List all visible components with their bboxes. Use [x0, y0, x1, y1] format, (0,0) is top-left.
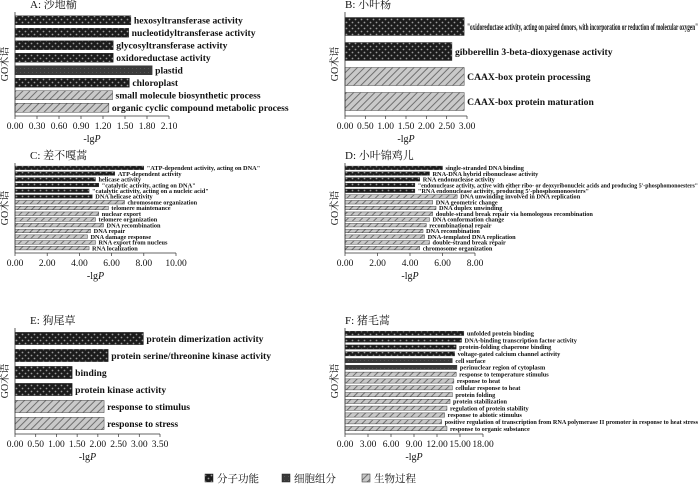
bar-label: "catalytic activity, acting on DNA" [101, 182, 196, 190]
x-tick-label: 8.00 [135, 259, 153, 269]
bar-label: double-strand break repair [432, 239, 506, 247]
bar [15, 166, 144, 170]
bar-label: nuclear export [101, 210, 141, 218]
bar-label: unfolded protein binding [466, 330, 534, 338]
legend-swatch [205, 474, 213, 482]
x-tick-label: 3.00 [359, 440, 377, 450]
bar [345, 223, 426, 227]
bar [345, 241, 430, 245]
bar-label: protein stabilization [453, 398, 507, 406]
bar-label: DNA damage response [90, 233, 152, 241]
x-tick-label: 0.50 [27, 440, 45, 450]
x-axis-label: -lgP [405, 452, 423, 463]
x-tick-label: 6.00 [434, 259, 451, 269]
x-tick-label: 3.00 [458, 122, 476, 132]
bar-label: double-strand break repair via homologous recombination [435, 210, 593, 218]
bar-label: DNA recombination [426, 228, 480, 236]
bar [15, 366, 72, 378]
bar [345, 345, 456, 349]
bar [345, 379, 454, 383]
bar-label: RNA endonuclease activity [422, 176, 495, 184]
bar-label: DNA repair [93, 228, 126, 236]
bar-label: protein dimerization activity [146, 333, 264, 345]
bar-label: plastid [155, 65, 183, 77]
bar-label: response to stress [107, 418, 179, 430]
legend-item [362, 472, 416, 485]
x-tick-label: 0.00 [336, 122, 354, 132]
x-tick-label: 9.00 [405, 440, 423, 450]
bar-label: RNA export from nucleus [98, 239, 168, 247]
x-tick-label: 15.00 [449, 440, 471, 450]
bar-label: DNA-binding transcription factor activity [464, 337, 577, 345]
bar-label: response to abiotic stimulus [447, 412, 522, 420]
bar [345, 200, 433, 204]
x-tick-label: 0.50 [357, 122, 374, 132]
bar-label: small molecule biosynthetic process [115, 90, 261, 102]
x-tick-label: 0.60 [50, 122, 68, 132]
bar [345, 183, 415, 187]
bar [345, 43, 452, 61]
y-axis-label: GO术语 [0, 46, 11, 82]
bar-label: hexosyltransferase activity [133, 15, 243, 27]
panel-title: D: 小叶锦鸡儿 [345, 150, 414, 162]
bar-label: positive regulation of transcription from RNA polymerase II promoter in response to heat stress [444, 419, 699, 427]
x-tick-label: 1.00 [377, 122, 394, 132]
x-tick-label: 3.50 [151, 440, 169, 450]
bar [15, 189, 89, 193]
bar [15, 229, 91, 233]
bar-label: nucleotidyltransferase activity [131, 28, 256, 40]
bar [15, 400, 104, 412]
x-tick-label: 2.00 [89, 440, 107, 450]
bar-label: "endonuclease activity, active with either ribo- or deoxyribonucleic acids and producing 5'-phosphomonoesters" [417, 182, 698, 190]
x-tick-label: 1.50 [68, 440, 86, 450]
x-tick-label: 10.00 [165, 259, 187, 269]
panel-4 [328, 148, 698, 282]
bar [15, 16, 131, 25]
bar [15, 66, 152, 75]
bar [345, 212, 433, 216]
x-tick-label: 1.50 [116, 122, 134, 132]
bar-label: chromosome organization [422, 245, 493, 253]
bar-label: regulation of protein stability [449, 405, 529, 413]
legend-item [205, 472, 259, 485]
bar-label: voltage-gated calcium channel activity [457, 351, 561, 359]
x-tick-label: 3.00 [130, 440, 148, 450]
y-axis-label: GO术语 [0, 190, 11, 226]
bar-label: DNA helicase activity [95, 193, 153, 201]
legend-label: 分子功能 [217, 474, 259, 485]
panel-1 [0, 0, 289, 145]
bar [345, 218, 430, 222]
bar-label: DNA unwinding involved in DNA replication [460, 193, 581, 201]
bar [345, 93, 464, 111]
bar [15, 183, 99, 187]
bar [345, 195, 457, 199]
y-axis-label: GO术语 [330, 190, 341, 226]
x-axis-label: -lgP [401, 271, 419, 282]
bar [15, 206, 108, 210]
x-tick-label: 2.10 [160, 122, 178, 132]
bar [345, 172, 430, 176]
x-tick-label: 18.00 [472, 440, 494, 450]
bar-label: cell surface [455, 357, 486, 365]
bar-label: binding [75, 367, 107, 379]
bar [345, 246, 420, 250]
x-tick-label: 0.00 [6, 440, 24, 450]
x-tick-label: 0.90 [72, 122, 90, 132]
bar [15, 417, 104, 429]
x-tick-label: 4.00 [401, 259, 419, 269]
bar [345, 338, 462, 342]
panel-3 [0, 148, 260, 282]
panel-title: A: 沙地榆 [30, 0, 77, 11]
bar-label: protein-folding chaperone binding [459, 344, 552, 352]
bar [345, 386, 452, 390]
bar [345, 235, 425, 239]
x-tick-label: 8.00 [466, 259, 484, 269]
bar-label: CAAX-box protein maturation [467, 96, 594, 108]
x-tick-label: 0.30 [28, 122, 46, 132]
bar-label: DNA geometric change [435, 199, 498, 207]
x-tick-label: 0.00 [336, 259, 354, 269]
x-tick-label: 0.00 [336, 440, 354, 450]
x-tick-label: 2.50 [438, 122, 455, 132]
bar [345, 331, 464, 335]
bar-label: telomere maintenance [111, 205, 171, 213]
bar [345, 420, 442, 424]
y-axis-label: GO术语 [330, 363, 341, 399]
bar [15, 91, 113, 100]
legend-swatch [282, 474, 290, 482]
bar [345, 426, 447, 430]
bar [345, 392, 452, 396]
x-tick-label: 12.00 [426, 440, 448, 450]
legend-label: 生物过程 [374, 474, 416, 485]
bar [15, 200, 124, 204]
bar-label: chromosome organization [127, 199, 198, 207]
bar-label: "catalytic activity, acting on a nucleic acid" [92, 188, 209, 196]
bar-label: RNA localization [92, 245, 138, 253]
bar [345, 68, 464, 86]
bar-label: response to stimulus [107, 401, 191, 413]
bar [345, 352, 455, 356]
x-tick-label: 2.00 [38, 259, 56, 269]
x-tick-label: 2.00 [418, 122, 435, 132]
bar [345, 229, 423, 233]
bar-label: organic cyclic compound metabolic process [111, 103, 289, 115]
bar-label: CAAX-box protein processing [467, 71, 591, 83]
bar [345, 358, 452, 362]
bar [15, 349, 108, 361]
bar-label: glycosyltransferase activity [116, 40, 228, 52]
bar-label: single-stranded DNA binding [445, 165, 524, 173]
bar-label: protein kinase activity [75, 384, 167, 396]
legend-item [282, 472, 336, 485]
bar-label: ATP-dependent activity [117, 170, 182, 178]
bar [345, 18, 464, 36]
bar [15, 246, 89, 250]
bar-label: response to temperature stimulus [459, 371, 549, 379]
bar-label: DNA duplex unwinding [439, 205, 503, 213]
panel-2 [328, 0, 698, 145]
x-axis-label: -lgP [86, 271, 105, 282]
bar [345, 372, 456, 376]
bar-label: perinuclear region of cytoplasm [459, 364, 546, 372]
bar [15, 28, 129, 37]
bar [345, 206, 436, 210]
bar [15, 53, 113, 62]
x-tick-label: 0.00 [6, 122, 24, 132]
bar [345, 178, 420, 182]
panel-5 [0, 313, 271, 463]
bar-label: protein serine/threonine kinase activity [111, 350, 272, 362]
bar-label: "ATP-dependent activity, acting on DNA" [146, 165, 261, 173]
bar [15, 223, 104, 227]
panel-title: F: 猪毛蒿 [345, 315, 390, 327]
x-tick-label: 2.00 [369, 259, 386, 269]
panel-title: E: 狗尾草 [30, 315, 76, 327]
bar [345, 166, 443, 170]
bar-label: response to heat [456, 378, 501, 386]
bar [15, 332, 143, 344]
x-tick-label: 6.00 [382, 440, 400, 450]
bar [15, 235, 87, 239]
x-tick-label: 1.20 [94, 122, 112, 132]
legend-swatch [362, 474, 370, 482]
bar-label: oxidoreductase activity [116, 53, 211, 65]
panel-6 [328, 313, 699, 463]
bar [345, 189, 415, 193]
x-tick-label: 1.80 [138, 122, 156, 132]
bar-label: "oxidoreductase activity, acting on paired donors, with incorporation or reduction of molecular oxygen" [467, 21, 698, 33]
legend [205, 472, 416, 485]
x-tick-label: 6.00 [103, 259, 120, 269]
bar [15, 218, 96, 222]
bar [15, 78, 129, 87]
x-tick-label: 1.00 [48, 440, 65, 450]
x-tick-label: 0.00 [6, 259, 24, 269]
bar-label: DNA conformation change [432, 216, 505, 224]
x-tick-label: 1.50 [397, 122, 415, 132]
bar [15, 241, 96, 245]
panel-title: C: 差不嘎蒿 [30, 150, 88, 162]
bar-label: helicase activity [98, 176, 141, 184]
x-tick-label: 2.50 [110, 440, 127, 450]
x-axis-label: -lgP [83, 134, 101, 145]
y-axis-label: GO术语 [330, 46, 341, 82]
bar [15, 41, 113, 50]
bar [15, 195, 92, 199]
bar-label: RNA-DNA hybrid ribonuclease activity [432, 170, 539, 178]
bar-label: recombinational repair [429, 222, 492, 230]
bar-label: chloroplast [132, 78, 179, 90]
x-axis-label: -lgP [78, 452, 97, 463]
bar-label: "RNA endonuclease activity, producing 5'-phosphomonoesters" [417, 188, 590, 196]
bar [345, 406, 447, 410]
bar [345, 365, 457, 369]
x-axis-label: -lgP [397, 134, 415, 145]
bar [345, 399, 450, 403]
bar-label: cellular response to heat [455, 385, 521, 393]
bar [15, 103, 109, 112]
bar-label: telomere organization [98, 216, 158, 224]
bar [15, 178, 96, 182]
bar-label: gibberellin 3-beta-dioxygenase activity [454, 46, 613, 58]
bar [15, 212, 99, 216]
bar [15, 172, 115, 176]
x-tick-label: 4.00 [71, 259, 88, 269]
panel-title: B: 小叶杨 [345, 0, 392, 11]
bar-label: protein folding [455, 391, 496, 399]
bar-label: response to organic substance [449, 425, 530, 433]
legend-label: 细胞组分 [294, 474, 336, 485]
bar [345, 413, 445, 417]
bar-label: DNA recombination [106, 222, 161, 230]
y-axis-label: GO术语 [0, 363, 11, 399]
bar [15, 383, 72, 395]
bar-label: DNA-templated DNA replication [427, 233, 516, 241]
